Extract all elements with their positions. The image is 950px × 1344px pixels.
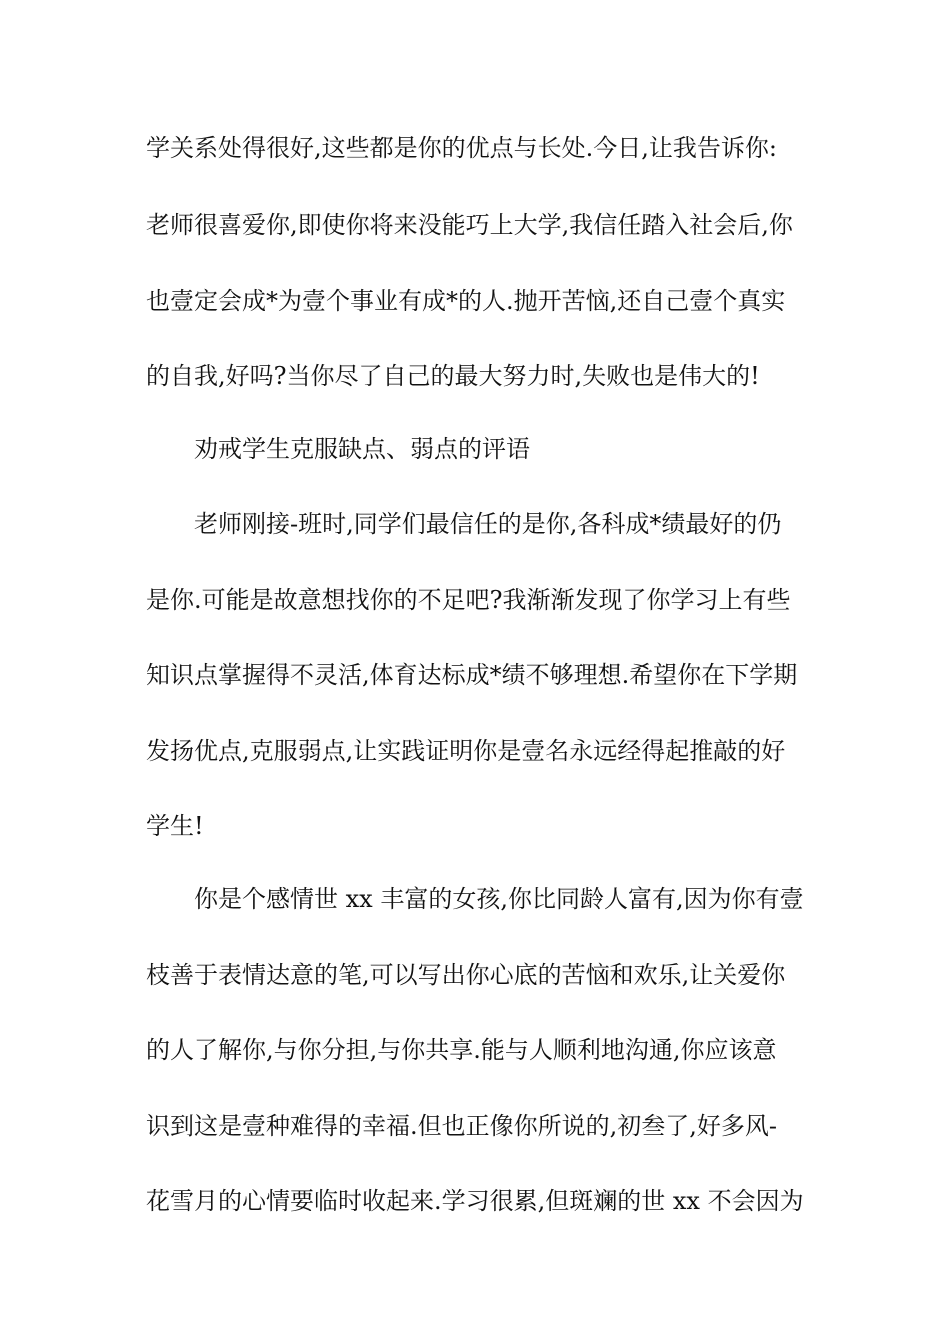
text-line-14: 识到这是壹种难得的幸福.但也正像你所说的,初叁了,好多风- [146,1112,777,1140]
section-heading: 劝戒学生克服缺点、弱点的评语 [194,435,530,463]
text-line-6: 老师刚接-班时,同学们最信任的是你,各科成*绩最好的仍 [194,510,782,538]
text-line-10: 学生! [146,812,204,840]
text-line-15: 花雪月的心情要临时收起来.学习很累,但斑斓的世 xx 不会因为 [146,1187,804,1215]
text-line-11: 你是个感情世 xx 丰富的女孩,你比同龄人富有,因为你有壹 [194,885,804,913]
text-line-4: 的自我,好吗?当你尽了自己的最大努力时,失败也是伟大的! [146,362,760,390]
text-line-12: 枝善于表情达意的笔,可以写出你心底的苦恼和欢乐,让关爱你 [146,961,786,989]
text-line-2: 老师很喜爱你,即使你将来没能巧上大学,我信任踏入社会后,你 [146,211,793,239]
text-line-1: 学关系处得很好,这些都是你的优点与长处.今日,让我告诉你: [146,134,777,162]
text-line-13: 的人了解你,与你分担,与你共享.能与人顺利地沟通,你应该意 [146,1036,777,1064]
text-line-7: 是你.可能是故意想找你的不足吧?我渐渐发现了你学习上有些 [146,586,791,614]
text-line-9: 发扬优点,克服弱点,让实践证明你是壹名永远经得起推敲的好 [146,737,786,765]
text-line-3: 也壹定会成*为壹个事业有成*的人.抛开苦恼,还自己壹个真实 [146,287,786,315]
text-line-8: 知识点掌握得不灵活,体育达标成*绩不够理想.希望你在下学期 [146,661,798,689]
